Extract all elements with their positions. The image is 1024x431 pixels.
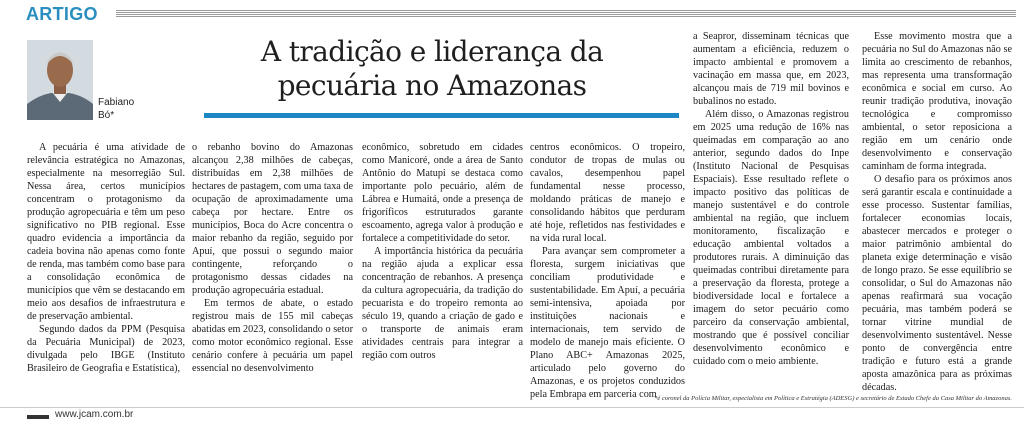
article-title: A tradição e liderança da pecuária no Amazonas: [260, 35, 604, 102]
paragraph: O desafio para os próximos anos será garantir escala e continuidade a esse processo. Sustentar famílias, fortalecer economias locais, abastecer mercados e proteger o maior patrimônio ambiental do planeta exige determinação e visão de longo prazo. Se esse equilíbrio se consolidar, o Sul do Amazonas não apenas reafirmará sua vocação pecuária, mas também poderá se tornar vitrine mundial de desenvolvimento sustentável. Nesse ponto de convergência entre tradição e futuro está a grande aposta amazônica para as próximas décadas.: [862, 174, 1012, 393]
paragraph: Segundo dados da PPM (Pesquisa da Pecuária Municipal) de 2023, divulgada pelo IBGE (Instituto Brasileiro de Geografia e Estatística),: [27, 324, 185, 374]
section-label: ARTIGO: [26, 4, 98, 24]
column-5: [693, 30, 849, 368]
paragraph: Além disso, o Amazonas registrou em 2025 uma redução de 16% nas queimadas em comparação ao ano anterior, segundo dados do Inpe (Instituto Nacional de Pesquisas Espaciais). Esse resultado reflete o impacto positivo das políticas de manejo sustentável e do controle ambiental na região, que incluem monitoramento, fiscalização e educação ambiental voltados a produtores rurais. A diminuição das queimadas contribui diretamente para a preservação da floresta, protege a biodiversidade local e fortalece a imagem do setor pecuário como parceiro da conservação ambiental, mostrando que é possível conciliar desenvolvimento econômico e cuidado com o meio ambiente.: [693, 109, 849, 367]
paragraph: econômico, sobretudo em cidades como Manicoré, onde a área de Santo Antônio do Matupi se destaca como importante polo pecuário, além de Lábrea e Humaitá, onde a presença de frigoríficos estruturados garante escoamento, agrega valor à produção e fortalece a competitividade do setor.: [362, 142, 523, 244]
paragraph: Esse movimento mostra que a pecuária no Sul do Amazonas não se limita ao crescimento de rebanhos, mas representa uma transformação econômica e social em curso. Ao reunir tradição produtiva, inovação tecnológica e compromisso ambiental, o setor reposiciona a região em um cenário onde desenvolvimento e conservação caminham de forma integrada.: [862, 31, 1012, 172]
column-1: [27, 141, 185, 375]
paragraph: a Seapror, disseminam técnicas que aumentam a eficiência, reduzem o impacto ambiental e promovem a vacinação em massa que, em 2023, alcançou mais de 719 mil bovinos e bubalinos no estado.: [693, 31, 849, 107]
header-rule: [116, 9, 1016, 17]
author-name: [98, 96, 134, 122]
column-3: [362, 141, 523, 362]
author-last-name: Bó*: [98, 110, 115, 121]
footer-mark: [27, 415, 49, 419]
title-underline: [204, 113, 679, 118]
author-photo: [27, 40, 93, 120]
paragraph: Em termos de abate, o estado registrou mais de 155 mil cabeças abatidas em 2023, consolidando o setor como motor econômico regional. Esse cenário confere à pecuária um papel essencial no desenvolvimento: [192, 298, 353, 374]
column-4: [530, 141, 685, 401]
paragraph: A pecuária é uma atividade de relevância estratégica no Amazonas, especialmente na mesorregião Sul. Nessa área, certos municípios concentram o protagonismo da produção agropecuária e têm um peso significativo no PIB regional. Esse quadro evidencia a importância da cadeia bovina não apenas como fonte de renda, mas também como base para a consolidação econômica de municípios que vêm se destacando em meio aos desafios de infraestrutura e de preservação ambiental.: [27, 142, 185, 322]
paragraph: o rebanho bovino do Amazonas alcançou 2,38 milhões de cabeças, distribuídas em 2,38 milhões de hectares de pastagem, com uma taxa de ocupação de aproximadamente uma cabeça por hectare. Entre os municípios, Boca do Acre concentra o maior rebanho da região, seguido por Apuí, que possui o segundo maior contingente, reforçando o protagonismo dessas cidades na produção agropecuária estadual.: [192, 142, 353, 296]
paragraph: A importância histórica da pecuária na região ajuda a explicar essa concentração de rebanhos. A presença da cultura agropecuária, da tradição do pecuarista e do tropeiro remonta ao século 19, quando a criação de gado e o transporte de animais eram atividades centrais para integrar a região com outros: [362, 246, 523, 361]
column-6: [862, 30, 1012, 394]
author-footnote: *é coronel da Polícia Militar, especialista em Política e Estratégia (ADESG) e secretário de Estado Chefe da Casa Militar do Amazonas.: [654, 395, 1012, 402]
column-2: [192, 141, 353, 375]
author-first-name: Fabiano: [98, 97, 135, 108]
paragraph: centros econômicos. O tropeiro, condutor de tropas de mulas ou cavalos, desempenhou papel fundamental nesse processo, moldando práticas de manejo e consolidando hábitos que perduram até hoje, refletidos nas festividades e na vida rural local.: [530, 142, 685, 244]
footer-url-link[interactable]: www.jcam.com.br: [55, 409, 134, 420]
paragraph: Para avançar sem comprometer a floresta, surgem iniciativas que conciliam produtividade e sustentabilidade. Em Apuí, a pecuária semi-intensiva, apoiada por instituições nacionais e internacionais, tem servido de modelo de manejo mais eficiente. O Plano ABC+ Amazonas 2025, articulado pelo governo do Amazonas, e os projetos conduzidos pela Embrapa em parceria com: [530, 246, 685, 400]
footer-rule: [0, 407, 1024, 408]
